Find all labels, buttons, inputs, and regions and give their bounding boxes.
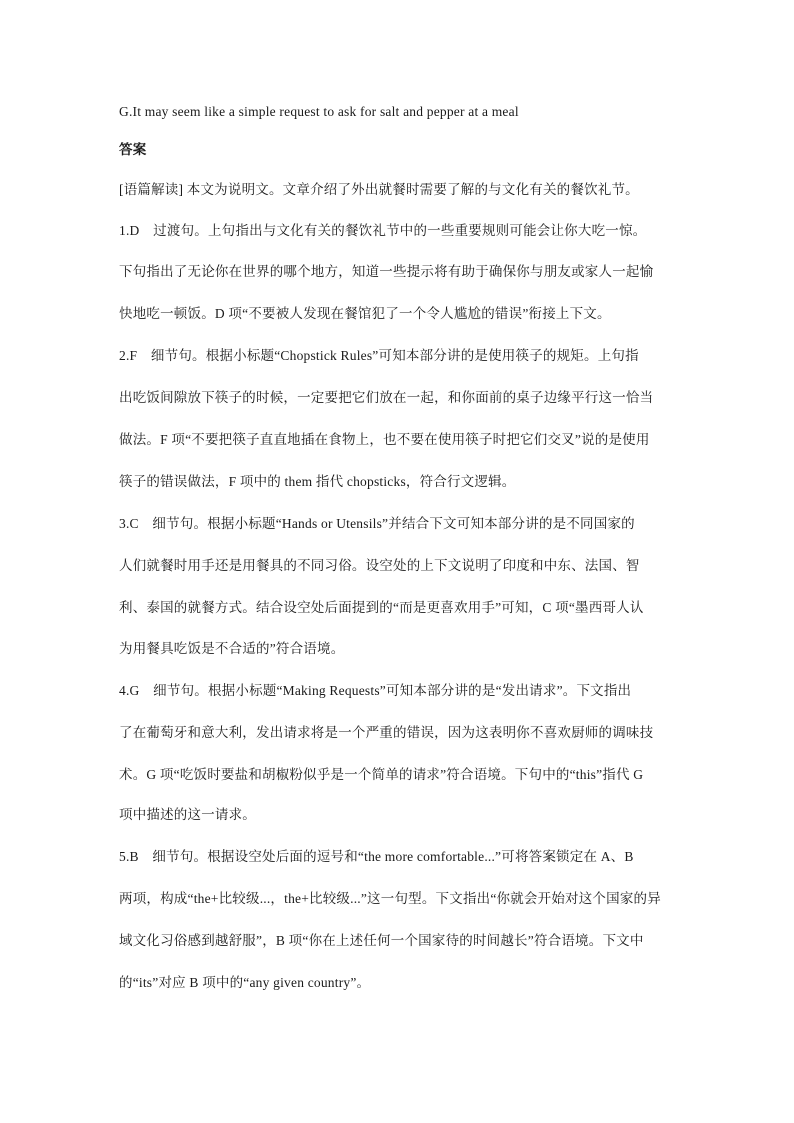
explanation-line: 了在葡萄牙和意大利，发出请求将是一个严重的错误，因为这表明你不喜欢厨师的调味技 [119, 725, 654, 740]
explanation-line: 为用餐具吃饭是不合适的”符合语境。 [119, 641, 345, 656]
explanation-line: 人们就餐时用手还是用餐具的不同习俗。设空处的上下文说明了印度和中东、法国、智 [119, 558, 640, 573]
explanation-line: 5.B 细节句。根据设空处后面的逗号和“the more comfortable...”可将答案锁定在 A、B [119, 849, 634, 864]
explanation-line: 两项，构成“the+比较级...，the+比较级...”这一句型。下文指出“你就会开始对这个国家的异 [119, 891, 661, 906]
explanation-line: 筷子的错误做法，F 项中的 them 指代 chopsticks，符合行文逻辑。 [119, 474, 516, 489]
explanation-line: 术。G 项“吃饭时要盐和胡椒粉似乎是一个简单的请求”符合语境。下句中的“this”指代 G [119, 767, 644, 782]
explanation-line: 1.D 过渡句。上句指出与文化有关的餐饮礼节中的一些重要规则可能会让你大吃一惊。 [119, 223, 647, 238]
explanation-line: 做法。F 项“不要把筷子直直地插在食物上，也不要在使用筷子时把它们交叉”说的是使用 [119, 432, 650, 447]
answer-heading: 答案 [119, 142, 147, 157]
option-g-text: G.It may seem like a simple request to ask for salt and pepper at a meal [119, 104, 519, 119]
explanation-line: 下句指出了无论你在世界的哪个地方，知道一些提示将有助于确保你与朋友或家人一起愉 [119, 264, 654, 279]
passage-summary-line: [语篇解读] 本文为说明文。文章介绍了外出就餐时需要了解的与文化有关的餐饮礼节。 [119, 182, 639, 197]
explanation-line: 的“its”对应 B 项中的“any given country”。 [119, 975, 371, 990]
explanation-line: 2.F 细节句。根据小标题“Chopstick Rules”可知本部分讲的是使用筷子的规矩。上句指 [119, 348, 639, 363]
explanation-line: 域文化习俗感到越舒服”，B 项“你在上述任何一个国家待的时间越长”符合语境。下文中 [119, 933, 644, 948]
explanation-line: 项中描述的这一请求。 [119, 807, 256, 822]
explanation-line: 4.G 细节句。根据小标题“Making Requests”可知本部分讲的是“发出请求”。下文指出 [119, 683, 632, 698]
explanation-line: 出吃饭间隙放下筷子的时候，一定要把它们放在一起，和你面前的桌子边缘平行这一恰当 [119, 390, 654, 405]
explanation-line: 3.C 细节句。根据小标题“Hands or Utensils”并结合下文可知本部分讲的是不同国家的 [119, 516, 635, 531]
explanation-line: 快地吃一顿饭。D 项“不要被人发现在餐馆犯了一个令人尴尬的错误”衔接上下文。 [119, 306, 611, 321]
explanation-line: 利、泰国的就餐方式。结合设空处后面提到的“而是更喜欢用手”可知，C 项“墨西哥人认 [119, 600, 644, 615]
